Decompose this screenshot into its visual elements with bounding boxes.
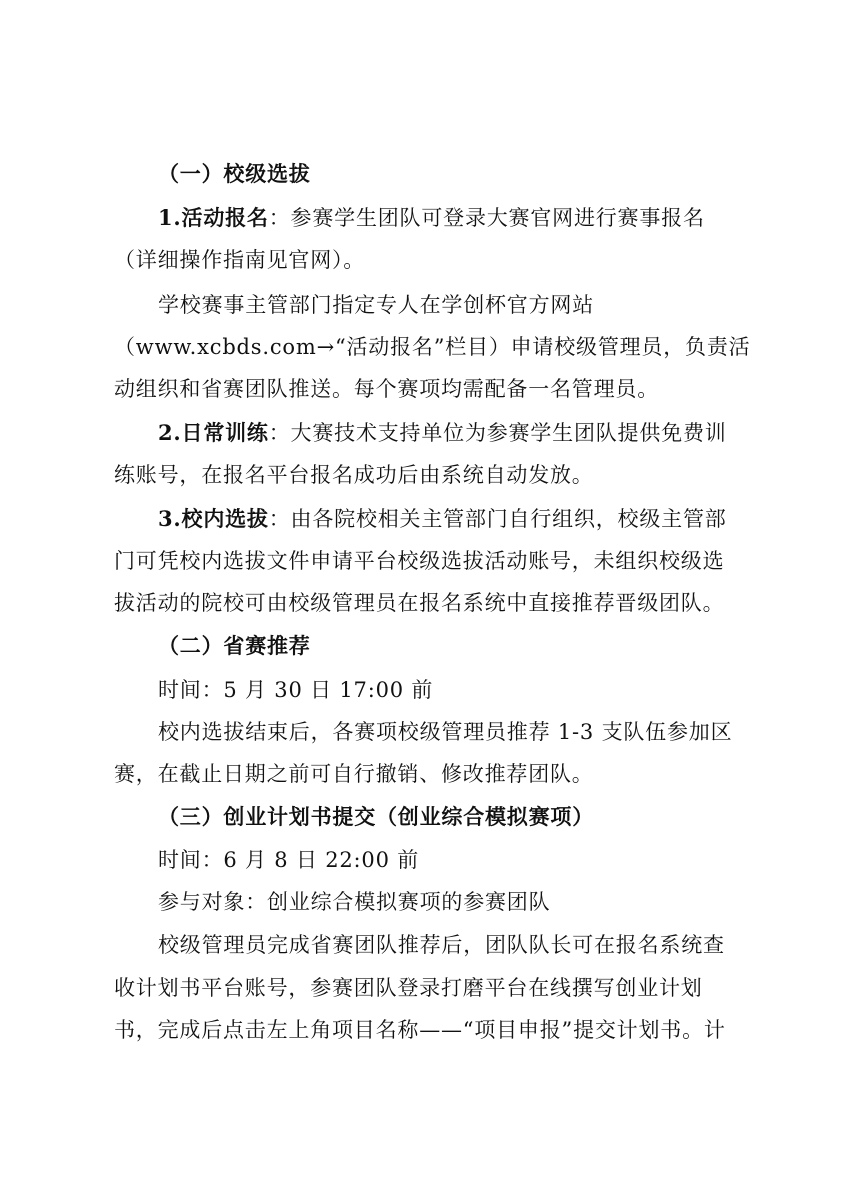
paragraph-line: 校内选拔结束后，各赛项校级管理员推荐 1-3 支队伍参加区 — [158, 720, 733, 744]
section-heading-2: （二）省赛推荐 — [158, 633, 311, 658]
paragraph-line: 书，完成后点击左上角项目名称——“项目申报”提交计划书。计 — [114, 1018, 726, 1042]
time-line: 时间：6 月 8 日 22:00 前 — [158, 848, 420, 872]
time-line: 时间：5 月 30 日 17:00 前 — [158, 678, 434, 702]
item-text-continued: （详细操作指南见官网）。 — [114, 248, 366, 272]
item-text: 参赛学生团队可登录大赛官网进行赛事报名 — [290, 206, 705, 230]
item-text-continued: 拔活动的院校可由校级管理员在报名系统中直接推荐晋级团队。 — [114, 591, 725, 615]
item-label: 3.校内选拔 — [158, 506, 269, 531]
item-text: 由各院校相关主管部门自行组织，校级主管部 — [290, 507, 727, 531]
item-separator: ： — [268, 206, 291, 230]
paragraph-line: 动组织和省赛团队推送。每个赛项均需配备一名管理员。 — [114, 377, 659, 401]
item-text: 大赛技术支持单位为参赛学生团队提供免费训 — [290, 421, 727, 445]
paragraph-line: 校级管理员完成省赛团队推荐后，团队队长可在报名系统查 — [158, 933, 725, 957]
section-heading-3: （三）创业计划书提交（创业综合模拟赛项） — [158, 804, 594, 829]
item-daily-training — [158, 419, 788, 447]
item-school-selection — [158, 505, 788, 533]
section-heading-1: （一）校级选拔 — [158, 161, 311, 186]
item-label: 2.日常训练 — [158, 420, 269, 445]
paragraph-line: 收计划书平台账号，参赛团队登录打磨平台在线撰写创业计划 — [114, 976, 703, 1000]
paragraph-line: 赛，在截止日期之前可自行撤销、修改推荐团队。 — [114, 762, 594, 786]
item-text-continued: 门可凭校内选拔文件申请平台校级选拔活动账号，未组织校级选 — [114, 549, 725, 573]
item-text-continued: 练账号，在报名平台报名成功后由系统自动发放。 — [114, 463, 594, 487]
paragraph-line: （www.xcbds.com→“活动报名”栏目）申请校级管理员，负责活 — [114, 335, 751, 359]
item-label: 1.活动报名 — [158, 205, 269, 230]
item-separator: ： — [268, 507, 291, 531]
item-separator: ： — [268, 421, 291, 445]
target-line: 参与对象：创业综合模拟赛项的参赛团队 — [158, 890, 551, 914]
paragraph-line: 学校赛事主管部门指定专人在学创杯官方网站 — [158, 293, 594, 317]
item-activity-registration — [158, 204, 788, 232]
